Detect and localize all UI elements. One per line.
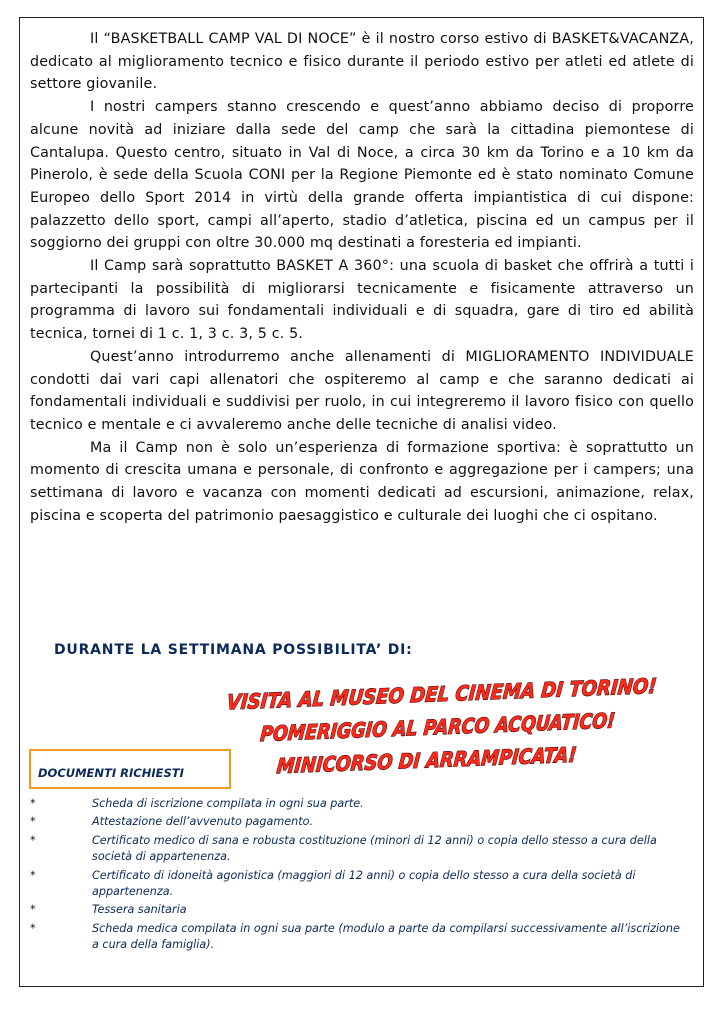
promo-line-museo: VISITA AL MUSEO DEL CINEMA DI TORINO! [225, 671, 714, 715]
promo-line-arrampicata: MINICORSO DI ARRAMPICATA! [275, 740, 623, 779]
list-item [30, 796, 700, 812]
week-heading: DURANTE LA SETTIMANA POSSIBILITA’ DI: [54, 642, 413, 658]
bullet-asterisk: * [30, 868, 36, 882]
paragraph-individual-training: Quest’anno introdurremo anche allenamenti di MIGLIORAMENTO INDIVIDUALE condotti dai vari capi allenatori che ospiteremo al camp e che saranno dedicati ai fondamentali individuali e suddivisi per ruolo, in cui integreremo il lavoro fisico con quello tecnico e mentale e ci avvaleremo anche delle tecniche di analisi video. [30, 348, 694, 433]
list-item [30, 833, 700, 866]
document-item-text: Scheda di iscrizione compilata in ogni sua parte. [92, 797, 364, 810]
list-item [30, 868, 700, 901]
list-item [30, 902, 700, 918]
paragraph-basket-360: Il Camp sarà soprattutto BASKET A 360°: una scuola di basket che offrirà a tutti i partecipanti la possibilità di migliorarsi tecnicamente e fisicamente attraverso un programma di lavoro sui fondamentali individuali e di squadra, gare di tiro ed abilità tecnica, tornei di 1 c. 1, 3 c. 3, 5 c. 5. [30, 258, 694, 343]
paragraph-camp-intro: Il “BASKETBALL CAMP VAL DI NOCE” è il nostro corso estivo di BASKET&VACANZA, dedicato al miglioramento tecnico e fisico durante il periodo estivo per atleti ed atlete di settore giovanile. [30, 31, 694, 93]
documents-title: DOCUMENTI RICHIESTI [38, 766, 184, 780]
document-item-text: Certificato medico di sana e robusta costituzione (minori di 12 anni) o copia dello stesso a cura della società di appartenenza. [92, 833, 657, 864]
document-item-text: Tessera sanitaria [92, 903, 187, 917]
promo-wordart [220, 668, 714, 780]
bullet-asterisk: * [30, 797, 36, 810]
list-item [30, 921, 700, 954]
promo-line-parco: POMERIGGIO AL PARCO ACQUATICO! [259, 706, 679, 747]
bullet-asterisk: * [30, 903, 36, 917]
bullet-asterisk: * [30, 815, 36, 829]
intro-text [30, 28, 694, 527]
document-item-text: Scheda medica compilata in ogni sua parte (modulo a parte da compilarsi successivamente all’iscrizione a cura della famiglia). [92, 921, 680, 952]
paragraph-experience: Ma il Camp non è solo un’esperienza di formazione sportiva: è soprattutto un momento di crescita umana e personale, di confronto e aggregazione per i campers; una settimana di lavoro e vacanza con momenti dedicati ad escursioni, animazione, relax, piscina e scoperta del patrimonio paesaggistico e culturale dei luoghi che ci ospitano. [30, 439, 694, 524]
document-item-text: Attestazione dell’avvenuto pagamento. [92, 815, 314, 829]
paragraph-camp-location: I nostri campers stanno crescendo e quest’anno abbiamo deciso di proporre alcune novità ad iniziare dalla sede del camp che sarà la cittadina piemontese di Cantalupa. Questo centro, situato in Val di Noce, a circa 30 km da Torino e a 10 km da Pinerolo, è sede della Scuola CONI per la Regione Piemonte ed è stato nominato Comune Europeo dello Sport 2014 in virtù della grande offerta impiantistica di cui dispone: palazzetto dello sport, campi all’aperto, stadio d’atletica, piscina ed un campus per il soggiorno dei gruppi con oltre 30.000 mq destinati a foresteria ed impianti. [30, 99, 694, 252]
list-item [30, 814, 700, 830]
documents-list [30, 796, 700, 956]
bullet-asterisk: * [30, 921, 36, 935]
promo-banner [220, 668, 714, 780]
document-item-text: Certificato di idoneità agonistica (maggiori di 12 anni) o copia dello stesso a cura della società di appartenenza. [92, 868, 636, 899]
bullet-asterisk: * [30, 833, 36, 847]
